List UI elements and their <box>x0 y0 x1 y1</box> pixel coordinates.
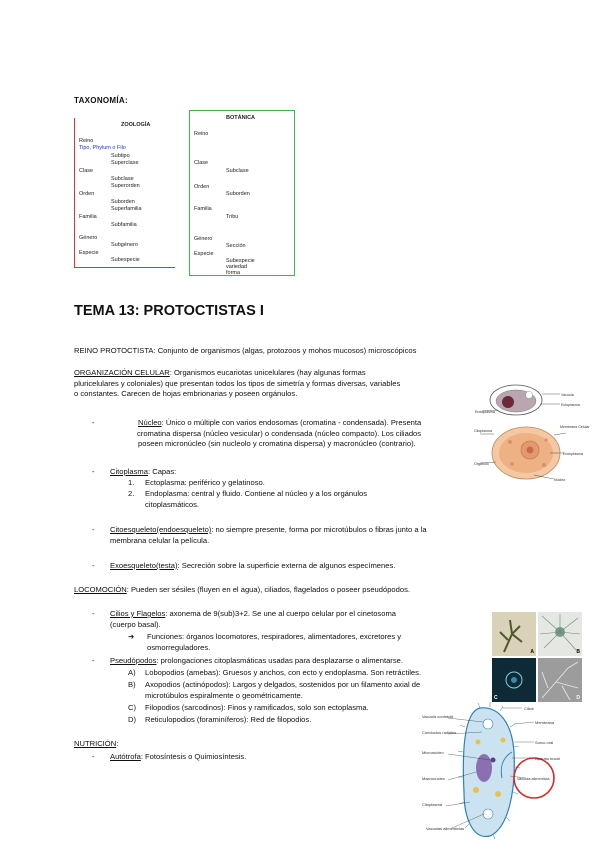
bullet-dash: - <box>92 656 95 665</box>
bot-row: Tribu <box>226 214 239 220</box>
list-item: Lobopodios (amebas): Gruesos y anchos, con ecto y endoplasma. Son retráctiles. <box>145 668 422 677</box>
reino-label: REINO PROTOCTISTA <box>74 346 154 355</box>
micrograph-label: A <box>530 649 534 655</box>
cell-nucleus <box>502 396 514 408</box>
micronucleus <box>491 758 496 763</box>
nutricion-line <box>74 739 118 750</box>
cell-label: Orgánulo <box>474 462 489 466</box>
zoo-row: Superclase <box>111 160 139 166</box>
nutricion-colon: : <box>116 739 119 748</box>
organizacion-text: o constantes. Carecen de hojas embrionarias y poseen orgánulos. <box>74 389 298 399</box>
organizacion-text: : Organismos eucariotas unicelulares (hay algunas formas <box>169 368 366 377</box>
bullet-dash: - <box>92 561 95 570</box>
micrograph-c <box>492 658 536 702</box>
paramecium-label: Aparato bucal <box>535 756 560 761</box>
locomocion-text: : Pueden ser sésiles (fluyen en el agua), ciliados, flagelados o poseer pseudópodos. <box>126 585 411 594</box>
cell-label: Endoplasma <box>563 452 583 456</box>
exoesqueleto-text: : Secreción sobre la superficie externa de algunos especímenes. <box>177 561 396 570</box>
zoo-row: Subgénero <box>111 242 138 248</box>
zoologia-table <box>74 118 175 268</box>
cilios-block <box>110 609 396 630</box>
reino-line <box>74 346 416 357</box>
list-item-text: microtúbulos espiralmente o geométricamente. <box>145 690 303 700</box>
autotrofa-label: Autótrofa <box>110 752 141 761</box>
nucleo-label: Núcleo <box>138 418 162 427</box>
citoesqueleto-label: Citoesqueleto(endoesqueleto) <box>110 525 212 534</box>
botanica-title: BOTÁNICA <box>226 115 256 121</box>
list-letter: C) <box>128 703 137 712</box>
bot-row: Subclase <box>226 168 249 174</box>
nucleo-text: poseen micronúcleo (sin nucleolo y cromatina dispersa) y macronúcleo (contrario). <box>138 439 416 449</box>
paramecium-label: Conductos radiales <box>422 730 457 735</box>
cell-diagram <box>474 380 590 482</box>
nucleo-block <box>138 418 421 450</box>
bot-row: variedad <box>226 264 248 270</box>
bullet-dash: - <box>92 752 95 761</box>
zoo-row: Subfamilia <box>111 222 137 228</box>
paramecium-label: Membrana <box>535 720 555 725</box>
paramecium-label: Macronúcleo <box>422 776 445 781</box>
micrograph-a <box>492 612 536 656</box>
autotrofa-text: : Fotosíntesis o Quimiosíntesis. <box>140 752 247 761</box>
paramecium-label: Citoplasma <box>422 802 443 807</box>
locomocion-label: LOCOMOCIÓN <box>74 585 127 594</box>
citoplasma-label: Citoplasma <box>110 467 148 476</box>
nutricion-label: NUTRICIÓN <box>74 739 117 748</box>
micrograph-grid <box>492 612 582 702</box>
cell-label: Ectoplasma <box>561 403 580 407</box>
autotrofa-line <box>110 752 246 763</box>
zoo-row: Tipo, Phylum o Filo <box>79 145 126 151</box>
zoo-row: Clase <box>79 168 94 174</box>
list-item-text: citoplasmáticos. <box>145 499 200 509</box>
cell-nucleolus <box>527 447 534 454</box>
bot-row: Orden <box>194 184 210 190</box>
citoesqueleto-text: membrana celular la película. <box>110 535 210 545</box>
contractile-vacuole <box>483 809 493 819</box>
micrograph-b <box>538 612 582 656</box>
funciones-text: osmorreguladores. <box>147 642 211 652</box>
zoo-row: Especie <box>79 250 99 256</box>
list-item <box>145 680 420 701</box>
list-item: Filopodios (sarcodinos): Finos y ramificados, solo son ectoplasma. <box>145 703 369 712</box>
bullet-dash: - <box>92 418 95 427</box>
zoo-row: Orden <box>79 191 95 197</box>
paramecium-label: Vacuolas alimenticias <box>426 826 465 831</box>
bot-row: Clase <box>194 160 209 166</box>
citoesqueleto-text: : no siempre presente, forma por microtúbulos o fibras junto a la <box>211 525 427 534</box>
botanica-table <box>189 110 295 276</box>
cell-vacuole <box>526 392 533 399</box>
zoo-row: Subtipo <box>111 153 130 159</box>
citoesqueleto-block <box>110 525 427 546</box>
zoo-row: Subclase <box>111 176 134 182</box>
exoesqueleto-label: Exoesqueleto(testa) <box>110 561 178 570</box>
zoologia-title: ZOOLOGÍA <box>121 122 151 128</box>
list-letter: A) <box>128 668 136 677</box>
list-item-text: Axopodios (actinópodos): Largos y delgados, sostenidos por un filamento axial de <box>145 680 421 689</box>
bullet-dash: - <box>92 467 95 476</box>
exoesqueleto-line <box>110 561 395 572</box>
nucleo-text: : Único o múltiple con varios endosomas (cromatina - condensada). Presenta <box>161 418 422 427</box>
cell-label: Endoplasma <box>475 410 495 414</box>
cilios-text: : axonema de 9(sub)3+2. Se une al cuerpo celular por el cinetosoma <box>165 609 396 618</box>
bot-row: Familia <box>194 206 212 212</box>
arrow-icon: ➔ <box>128 632 135 641</box>
bot-row: forma <box>226 270 241 276</box>
zoo-row: Superfamilia <box>111 206 142 212</box>
zoo-row: Familia <box>79 214 97 220</box>
cell-label: Vacuola <box>561 393 574 397</box>
tema-title: TEMA 13: PROTOCTISTAS I <box>74 303 264 319</box>
paramecium-label: Vacuola alimenticia <box>517 777 550 781</box>
paramecium-label: Cilios <box>524 706 534 711</box>
micrograph-label: B <box>576 649 580 655</box>
zoo-row: Género <box>79 235 98 241</box>
bot-row: Reino <box>194 131 209 137</box>
organizacion-label: ORGANIZACIÓN CELULAR <box>74 368 170 377</box>
nucleo-text: cromatina dispersa (núcleo vesicular) o condensada (núcleo compacto). Los ciliados <box>137 428 422 438</box>
bot-row: Género <box>194 236 213 242</box>
funciones-block <box>147 632 401 653</box>
list-item: Reticulopodios (foraminíferos): Red de filopodios. <box>145 715 312 724</box>
micrograph-label: D <box>576 695 580 701</box>
zoo-row: Reino <box>79 138 94 144</box>
list-item-text: Endoplasma: central y fluido. Contiene al núcleo y a los orgánulos <box>145 489 368 498</box>
list-number: 1. <box>128 478 135 487</box>
pseudopodos-line <box>110 656 403 667</box>
paramecium-label: Micronúcleo <box>422 750 444 755</box>
cell-label: Citoplasma <box>474 429 492 433</box>
reino-text: : Conjunto de organismos (algas, protozoos y mohos mucosos) microscópicos <box>153 346 417 355</box>
list-number: 2. <box>128 489 135 498</box>
cell-label: Membrana Celular <box>560 425 590 429</box>
citoplasma-line <box>110 467 176 478</box>
bullet-dash: - <box>92 609 95 618</box>
organizacion-text: pluricelulares y coloniales) que presentan todos los tipos de simetría y formas diversas, variables <box>74 378 401 388</box>
contractile-vacuole <box>483 719 493 729</box>
pseudopodos-label: Pseudópodos <box>110 656 157 665</box>
taxonomia-heading: TAXONOMÍA: <box>74 96 128 105</box>
bot-row: Sección <box>226 243 246 249</box>
paramecium-label: Vacuola contráctil <box>422 714 454 719</box>
zoo-row: Subespecie <box>111 257 140 263</box>
list-letter: B) <box>128 680 136 689</box>
bullet-dash: - <box>92 525 95 534</box>
paramecium-diagram <box>418 702 588 842</box>
list-item <box>145 489 367 510</box>
funciones-text: Funciones: órganos locomotores, respiradores, alimentadores, excretores y <box>147 632 402 641</box>
cilios-label: Cilios y Flagelos <box>110 609 166 618</box>
cilios-text: (cuerpo basal). <box>110 619 161 629</box>
zoo-row: Suborden <box>111 199 135 205</box>
locomocion-line <box>74 585 410 596</box>
pseudopodos-text: : prolongaciones citoplasmáticas usadas para desplazarse o alimentarse. <box>156 656 403 665</box>
cell-label: Núcleo <box>554 478 566 482</box>
citoplasma-text: : Capas: <box>147 467 177 476</box>
paramecium-label: Surco oral <box>535 740 554 745</box>
micrograph-label: C <box>494 695 498 701</box>
bot-row: Suborden <box>226 191 250 197</box>
zoo-row: Superorden <box>111 183 140 189</box>
micrograph-d <box>538 658 582 702</box>
list-letter: D) <box>128 715 137 724</box>
list-item: Ectoplasma: periférico y gelatinoso. <box>145 478 265 487</box>
bot-row: Especie <box>194 251 214 257</box>
bot-row: Subespecie <box>226 258 255 264</box>
organizacion-block <box>74 368 400 400</box>
